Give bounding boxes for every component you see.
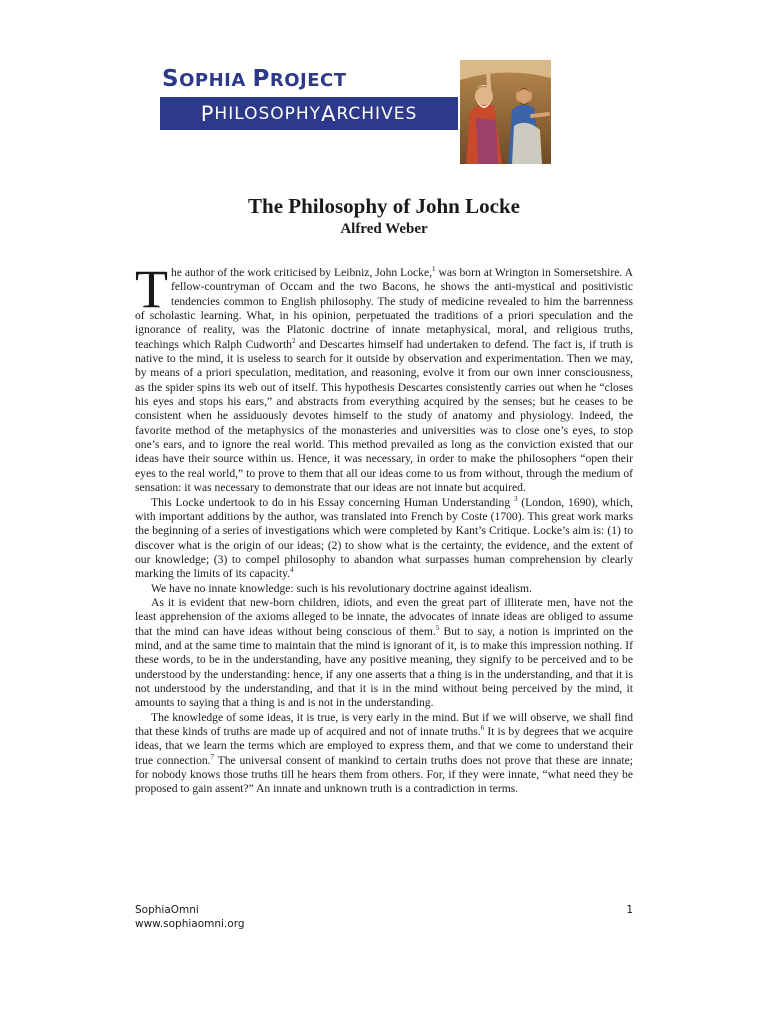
page-footer: [135, 903, 633, 931]
philosophy-archives-banner: P HILOSOPHY A RCHIVES: [160, 97, 458, 130]
page-header: [160, 60, 550, 164]
paragraph-3: We have no innate knowledge: such is his revolutionary doctrine against idealism.: [151, 581, 532, 595]
page-number: 1: [626, 904, 633, 916]
article-body: [135, 259, 634, 797]
paragraph-2: This Locke undertook to do in his Essay concerning Human Understanding $^3$ (London, 1690), which, with important additions by the author, was translated into French by Coste (1700). This great work marks the beginning of a series of investigations which were completed by Kant’s Critique. Locke’s aim is: (1) to discover what is the origin of our ideas; (2) to show what is the certainty, the evidence, and the extent of our knowledge; (3) to compel philosophy to abandon what surpasses human comprehension by clearly marking the limits of its capacity.$^4$: [135, 494, 634, 581]
school-of-athens-image: [460, 60, 551, 164]
paragraph-5: The knowledge of some ideas, it is true, is very early in the mind. But if we will observe, we shall find that these kinds of truths are made up of acquired and not of innate truths.$^6$ It is by degrees that we acquire ideas, that we learn the terms which are employed to express them, and that we come to understand their true connection.$^7$ The universal consent of mankind to certain truths does not prove that these are innate; for nobody knows those truths till he hears them from others. For, if they were innate, “what need they be proposed to gain assent?” An innate and unknown truth is a contradiction in terms.: [135, 710, 634, 796]
paragraph-1: The author of the work criticised by Leibniz, John Locke,$^1$ was born at Wrington in Somersetshire. A fellow-countryman of Occam and the two Bacons, he shows the anti-mystical and positivistic tendencies common to English philosophy. The study of medicine revealed to him the barrenness of scholastic learning. What, in his opinion, perpetuated the traditions of a priori speculation and the ignorance of reality, was the Platonic doctrine of innate metaphysical, moral, and religious truths, teachings which Ralph Cudworth$^2$ and Descartes himself had undertaken to defend. The fact is, if truth is native to the mind, it is useless to search for it outside by observation and experimentation. Then we may, by means of a priori speculation, meditation, and reasoning, evolve it from our own inner consciousness, as the spider spins its web out of itself. This hypothesis Descartes consistently carries out when he “closes his eyes and stops his ears,” and abstracts from everything acquired by the senses; but he ceases to be consistent when he assiduously devotes himself to the study of anatomy and physiology. Indeed, the favorite method of the metaphysics of the monasteries and universities was to close one’s eyes, to stop one’s ears, and to ignore the real world. This method prevailed as long as the conviction existed that our ideas have their source within us. Hence, it was necessary, in order to make the philosophers “open their eyes to the real world,” to prove to them that all our ideas come to us from without, through the medium of sensation: it was necessary to demonstrate that our ideas are not innate but acquired.: [135, 259, 633, 495]
footnote-ref: 3: [513, 494, 518, 503]
footnote-ref: 1: [432, 265, 436, 274]
drop-cap: T: [135, 259, 168, 319]
document-author: Alfred Weber: [340, 221, 428, 237]
footnote-ref: 2: [291, 336, 296, 345]
footnote-ref: 6: [480, 724, 485, 733]
footer-site-name: SophiaOmni: [135, 904, 199, 916]
paragraph-4: As it is evident that new-born children, idiots, and even the great part of illiterate men, have not the least apprehension of the axioms alleged to be innate, the advocates of innate ideas are obliged to assume that the mind can have ideas without being conscious of them.$^5$ But to say, a notion is imprinted on the mind, and at the same time to maintain that the mind is ignorant of it, is to make this impression nothing. If these words, to be in the understanding, have any positive meaning, they signify to be perceived and to be understood by the understanding: hence, if any one asserts that a thing is in the understanding, and that it is not understood by the understanding, and that it is in the mind without being perceived by the mind, it amounts to saying that a thing is and is not in the understanding.: [135, 595, 633, 710]
plato-aristotle-painting-icon: [460, 60, 551, 164]
document-title: The Philosophy of John Locke: [248, 194, 520, 218]
footer-site-url[interactable]: www.sophiaomni.org: [135, 918, 245, 930]
sophia-project-logo: SOPHIA PROJECT: [162, 66, 347, 92]
footnote-ref: 7: [210, 752, 215, 761]
footnote-ref: 4: [290, 566, 294, 575]
footnote-ref: 5: [435, 623, 440, 632]
